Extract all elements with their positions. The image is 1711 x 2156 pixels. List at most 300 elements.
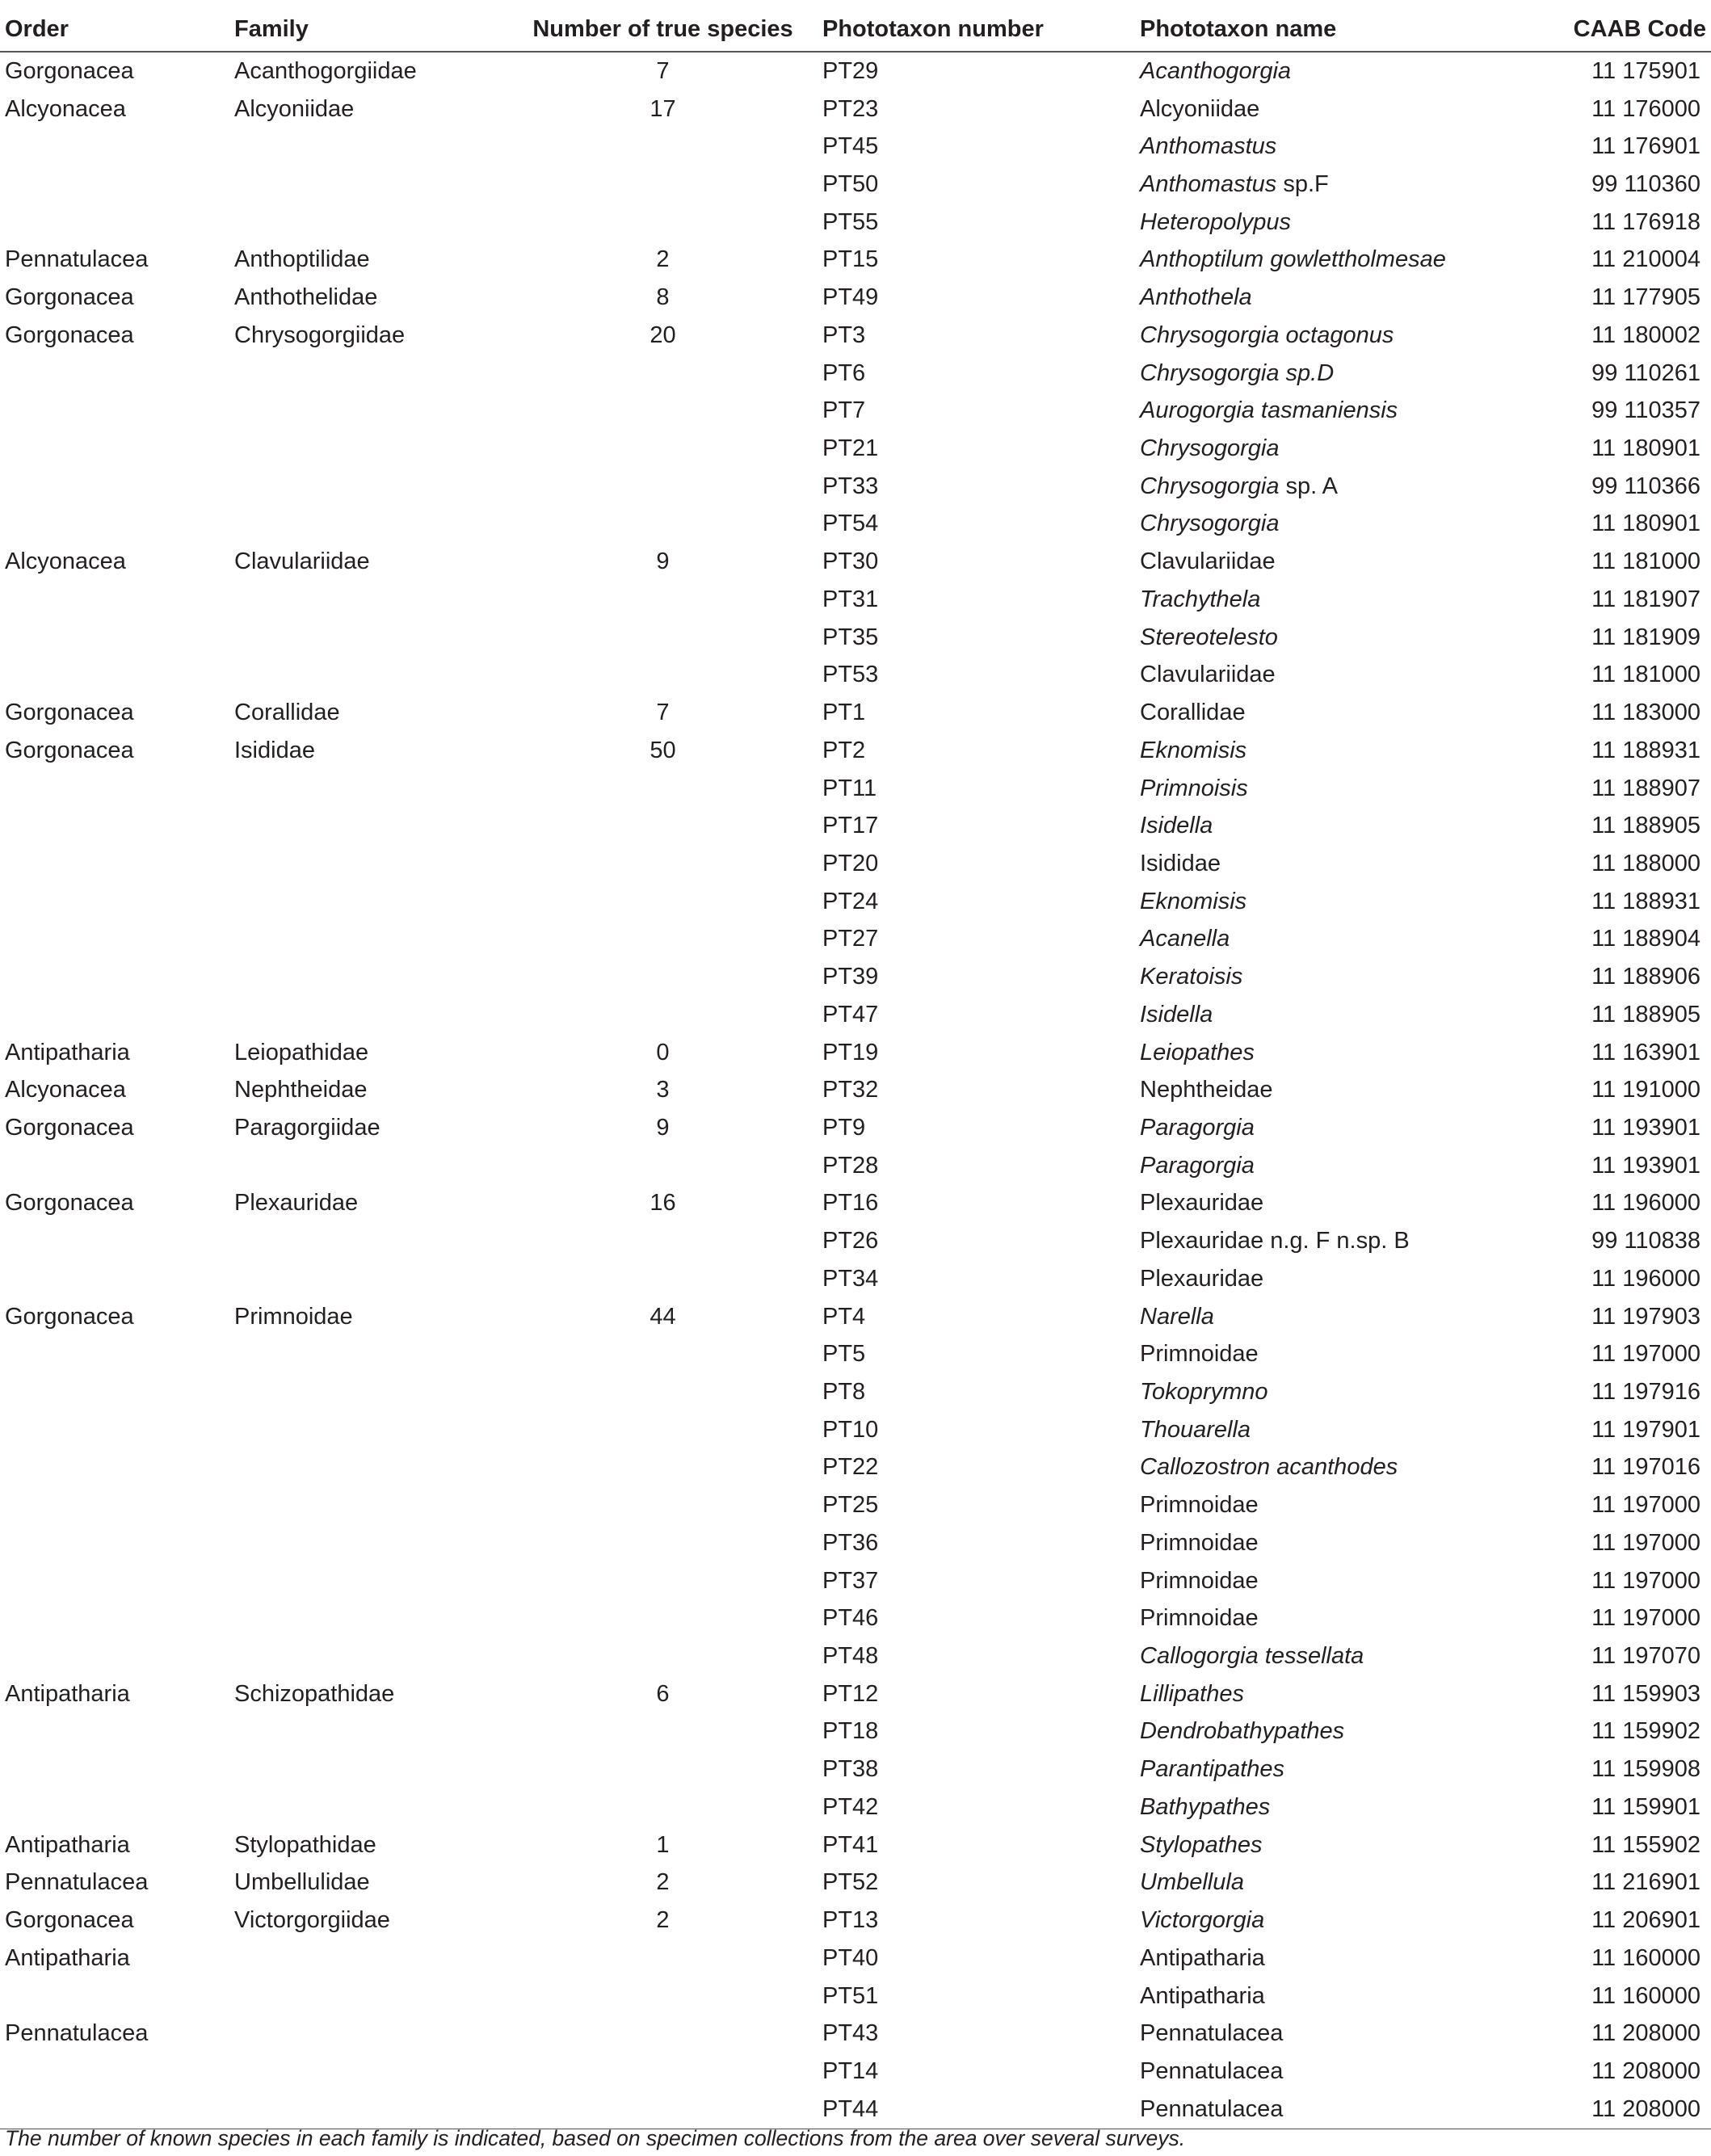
cell-caab-code: 11 159902 — [1591, 1718, 1700, 1745]
cell-family — [234, 921, 503, 959]
cell-family — [234, 1562, 503, 1600]
table-row — [0, 392, 1711, 430]
cell-family — [234, 1524, 503, 1562]
cell-family — [234, 1449, 503, 1487]
taxon-name-plain: Plexauridae — [1140, 1265, 1264, 1292]
cell-phototaxon-name — [1140, 770, 1516, 808]
cell-caab-code: 11 188905 — [1591, 1001, 1700, 1028]
cell-order — [0, 1562, 234, 1600]
cell-true-species: 2 — [656, 1907, 670, 1934]
cell-caab-code: 11 181000 — [1591, 548, 1700, 575]
cell-caab-code: 11 196000 — [1591, 1265, 1700, 1292]
cell-family — [234, 1147, 503, 1185]
table-row — [0, 1071, 1711, 1109]
taxon-name-plain: Primnoidae — [1140, 1529, 1259, 1556]
cell-caab-code: 99 110366 — [1591, 473, 1700, 499]
cell-family — [234, 1637, 503, 1675]
taxon-name-plain: Nephtheidae — [1140, 1077, 1273, 1103]
table-row — [0, 581, 1711, 619]
cell-phototaxon-number: PT40 — [822, 1944, 879, 1971]
cell-family: Victorgorgiidae — [234, 1907, 390, 1934]
cell-caab-code: 11 188906 — [1591, 964, 1700, 990]
cell-true-species — [503, 204, 822, 242]
cell-true-species: 9 — [656, 1114, 670, 1141]
cell-family — [234, 996, 503, 1034]
cell-caab-code: 11 206901 — [1591, 1907, 1700, 1934]
cell-phototaxon-name — [1140, 1788, 1516, 1826]
cell-phototaxon-name — [1140, 52, 1516, 90]
cell-caab-code: 11 193901 — [1591, 1152, 1700, 1179]
cell-order: Alcyonacea — [5, 1077, 126, 1103]
cell-true-species — [503, 1940, 822, 1977]
table-row — [0, 1977, 1711, 2015]
cell-true-species: 2 — [656, 246, 670, 273]
cell-order — [0, 996, 234, 1034]
taxon-name-italic: Anthomastus — [1140, 133, 1277, 160]
table-row — [0, 921, 1711, 959]
cell-phototaxon-number: PT54 — [822, 511, 879, 537]
cell-phototaxon-number: PT15 — [822, 246, 879, 273]
cell-phototaxon-name — [1140, 1940, 1516, 1977]
taxon-name-italic: Eknomisis — [1140, 737, 1247, 763]
table-row — [0, 770, 1711, 808]
cell-caab-code: 11 197000 — [1591, 1492, 1700, 1519]
cell-family: Leiopathidae — [234, 1039, 369, 1065]
cell-true-species: 3 — [656, 1077, 670, 1103]
cell-true-species — [503, 1147, 822, 1185]
taxon-name-italic: Paragorgia — [1140, 1114, 1255, 1141]
cell-phototaxon-name — [1140, 204, 1516, 242]
cell-family — [234, 1788, 503, 1826]
cell-phototaxon-number: PT25 — [822, 1492, 879, 1519]
cell-phototaxon-name — [1140, 1864, 1516, 1902]
cell-true-species — [503, 958, 822, 996]
table-row — [0, 1864, 1711, 1902]
cell-order: Gorgonacea — [5, 284, 134, 311]
table-row — [0, 1750, 1711, 1788]
table-row — [0, 2091, 1711, 2129]
cell-caab-code: 11 180901 — [1591, 435, 1700, 462]
cell-caab-code: 99 110261 — [1591, 359, 1700, 386]
cell-order — [0, 166, 234, 204]
cell-true-species — [503, 883, 822, 921]
cell-order — [0, 1486, 234, 1524]
cell-order — [0, 1599, 234, 1637]
cell-order — [0, 2091, 234, 2129]
cell-true-species — [503, 2015, 822, 2053]
table-row — [0, 1562, 1711, 1600]
cell-order — [0, 1788, 234, 1826]
cell-family — [234, 1335, 503, 1373]
taxon-name-italic: Narella — [1140, 1303, 1214, 1330]
cell-true-species: 8 — [656, 284, 670, 311]
cell-phototaxon-name — [1140, 242, 1516, 279]
cell-phototaxon-name — [1140, 1562, 1516, 1600]
cell-caab-code: 11 188931 — [1591, 888, 1700, 914]
cell-caab-code: 11 159903 — [1591, 1680, 1700, 1707]
cell-phototaxon-name — [1140, 392, 1516, 430]
table-row — [0, 1185, 1711, 1223]
cell-phototaxon-number: PT19 — [822, 1039, 879, 1065]
cell-true-species: 0 — [656, 1039, 670, 1065]
table-row — [0, 1524, 1711, 1562]
taxon-name-italic: Anthoptilum gowlettholmesae — [1140, 246, 1446, 273]
table-row — [0, 1788, 1711, 1826]
cell-phototaxon-number: PT30 — [822, 548, 879, 575]
cell-order — [0, 430, 234, 468]
taxon-name-italic: Chrysogorgia octagonus — [1140, 322, 1394, 348]
taxon-name-plain: Primnoidae — [1140, 1492, 1259, 1519]
cell-caab-code: 11 159908 — [1591, 1756, 1700, 1783]
cell-caab-code: 11 163901 — [1591, 1039, 1700, 1065]
cell-true-species — [503, 921, 822, 959]
cell-order — [0, 2053, 234, 2091]
cell-family: Acanthogorgiidae — [234, 57, 417, 84]
taxon-name-italic: Acanella — [1140, 926, 1230, 952]
cell-true-species — [503, 845, 822, 883]
cell-phototaxon-name — [1140, 128, 1516, 166]
cell-true-species: 1 — [656, 1831, 670, 1858]
table-row — [0, 355, 1711, 393]
table-row — [0, 694, 1711, 732]
cell-order — [0, 1977, 234, 2015]
taxon-name-italic: Tokoprymno — [1140, 1379, 1268, 1406]
taxon-name-italic: Stereotelesto — [1140, 624, 1278, 650]
table-row — [0, 1147, 1711, 1185]
table-row — [0, 52, 1711, 90]
cell-caab-code: 11 216901 — [1591, 1869, 1700, 1896]
cell-phototaxon-number: PT14 — [822, 2057, 879, 2084]
cell-family: Nephtheidae — [234, 1077, 368, 1103]
cell-order — [0, 619, 234, 657]
taxon-name-plain: Clavulariidae — [1140, 662, 1276, 688]
header-order: Order — [0, 8, 234, 52]
cell-order — [0, 883, 234, 921]
cell-phototaxon-number: PT45 — [822, 133, 879, 160]
cell-caab-code: 11 160000 — [1591, 1944, 1700, 1971]
cell-family — [234, 958, 503, 996]
cell-order: Pennatulacea — [5, 2020, 149, 2047]
cell-order: Pennatulacea — [5, 1869, 149, 1896]
cell-phototaxon-name — [1140, 1449, 1516, 1487]
taxon-name-italic: Leiopathes — [1140, 1039, 1255, 1065]
cell-family — [234, 1940, 503, 1977]
cell-caab-code: 11 208000 — [1591, 2020, 1700, 2047]
cell-order — [0, 392, 234, 430]
cell-true-species — [503, 128, 822, 166]
cell-phototaxon-name — [1140, 845, 1516, 883]
cell-order: Gorgonacea — [5, 1114, 134, 1141]
taxon-name-italic: Isidella — [1140, 813, 1213, 839]
cell-phototaxon-number: PT34 — [822, 1265, 879, 1292]
cell-order: Gorgonacea — [5, 1303, 134, 1330]
cell-phototaxon-number: PT29 — [822, 57, 879, 84]
cell-phototaxon-number: PT53 — [822, 662, 879, 688]
cell-true-species: 17 — [650, 95, 676, 122]
cell-order — [0, 657, 234, 695]
cell-phototaxon-name — [1140, 506, 1516, 544]
cell-caab-code: 11 180901 — [1591, 511, 1700, 537]
cell-phototaxon-name — [1140, 468, 1516, 506]
cell-phototaxon-name — [1140, 1373, 1516, 1411]
cell-order — [0, 128, 234, 166]
table-row — [0, 1335, 1711, 1373]
cell-caab-code: 99 110357 — [1591, 397, 1700, 424]
cell-order: Antipatharia — [5, 1831, 130, 1858]
cell-true-species — [503, 581, 822, 619]
cell-caab-code: 11 197000 — [1591, 1341, 1700, 1368]
table-row — [0, 166, 1711, 204]
cell-order — [0, 770, 234, 808]
cell-phototaxon-name — [1140, 732, 1516, 770]
cell-order — [0, 1750, 234, 1788]
cell-phototaxon-name — [1140, 958, 1516, 996]
cell-true-species — [503, 1788, 822, 1826]
taxon-name-plain: Plexauridae n.g. F n.sp. B — [1140, 1228, 1410, 1255]
table-row — [0, 1222, 1711, 1260]
cell-family — [234, 619, 503, 657]
cell-caab-code: 11 208000 — [1516, 2091, 1711, 2129]
phototaxa-table — [0, 8, 1711, 2129]
cell-true-species — [503, 430, 822, 468]
cell-phototaxon-name — [1140, 1902, 1516, 1940]
cell-true-species — [503, 996, 822, 1034]
cell-phototaxon-number: PT51 — [822, 1982, 879, 2009]
taxon-name-italic: Callozostron acanthodes — [1140, 1454, 1398, 1481]
taxon-name-italic: Callogorgia tessellata — [1140, 1643, 1364, 1670]
cell-caab-code: 11 176918 — [1591, 208, 1700, 235]
header-phototaxon-number: Phototaxon number — [822, 8, 1140, 52]
cell-true-species: 44 — [650, 1303, 676, 1330]
table-row — [0, 1599, 1711, 1637]
table-row — [0, 1298, 1711, 1336]
taxon-name-plain: Corallidae — [1140, 700, 1246, 726]
cell-phototaxon-name — [1140, 543, 1516, 581]
cell-phototaxon-number: PT41 — [822, 1831, 879, 1858]
taxon-name-italic: Eknomisis — [1140, 888, 1247, 914]
cell-phototaxon-number: PT37 — [822, 1567, 879, 1594]
cell-family: Schizopathidae — [234, 1680, 395, 1707]
cell-phototaxon-number: PT13 — [822, 1907, 879, 1934]
taxon-name-plain: Clavulariidae — [1140, 548, 1276, 575]
cell-phototaxon-number: PT48 — [822, 1643, 879, 1670]
cell-phototaxon-name — [1140, 2091, 1516, 2129]
table-row — [0, 90, 1711, 128]
cell-caab-code: 11 183000 — [1591, 700, 1700, 726]
taxon-name-italic: Aurogorgia tasmaniensis — [1140, 397, 1398, 424]
cell-phototaxon-number: PT50 — [822, 171, 879, 198]
cell-true-species — [503, 657, 822, 695]
cell-family: Primnoidae — [234, 1303, 353, 1330]
cell-family: Paragorgiidae — [234, 1114, 380, 1141]
cell-order — [0, 921, 234, 959]
taxon-name-plain: Pennatulacea — [1140, 2020, 1284, 2047]
table-row — [0, 1826, 1711, 1864]
cell-family — [234, 128, 503, 166]
cell-phototaxon-name — [1140, 1750, 1516, 1788]
cell-true-species — [503, 2091, 822, 2129]
cell-phototaxon-name — [1140, 355, 1516, 393]
table-row — [0, 204, 1711, 242]
cell-family — [234, 2091, 503, 2129]
cell-order: Alcyonacea — [5, 95, 126, 122]
cell-caab-code: 11 197901 — [1591, 1416, 1700, 1443]
cell-phototaxon-name — [1140, 1335, 1516, 1373]
table-row — [0, 543, 1711, 581]
cell-phototaxon-name — [1140, 2015, 1516, 2053]
table-row — [0, 1449, 1711, 1487]
cell-phototaxon-name — [1140, 317, 1516, 355]
cell-true-species — [503, 1335, 822, 1373]
table-row — [0, 996, 1711, 1034]
cell-phototaxon-number: PT24 — [822, 888, 879, 914]
cell-order — [0, 1449, 234, 1487]
cell-phototaxon-number: PT52 — [822, 1869, 879, 1896]
cell-family — [234, 581, 503, 619]
cell-phototaxon-number: PT22 — [822, 1454, 879, 1481]
cell-true-species: 7 — [656, 57, 670, 84]
cell-order — [0, 1373, 234, 1411]
cell-family — [234, 1373, 503, 1411]
cell-phototaxon-number: PT33 — [822, 473, 879, 499]
cell-caab-code: 11 155902 — [1591, 1831, 1700, 1858]
cell-family: Umbellulidae — [234, 1869, 370, 1896]
table-row — [0, 1637, 1711, 1675]
taxon-name-italic: Chrysogorgia — [1140, 511, 1280, 537]
cell-phototaxon-name — [1140, 581, 1516, 619]
cell-true-species — [503, 1637, 822, 1675]
taxon-name-italic: Victorgorgia — [1140, 1907, 1265, 1934]
taxon-name-italic: Chrysogorgia — [1140, 473, 1280, 499]
table-row — [0, 430, 1711, 468]
cell-phototaxon-name — [1140, 657, 1516, 695]
cell-phototaxon-number: PT20 — [822, 850, 879, 876]
cell-caab-code: 11 210004 — [1591, 246, 1700, 273]
cell-family — [234, 883, 503, 921]
cell-order — [0, 1335, 234, 1373]
taxon-name-italic: Anthothela — [1140, 284, 1252, 311]
cell-family: Anthoptilidae — [234, 246, 370, 273]
cell-true-species: 16 — [650, 1190, 676, 1217]
cell-phototaxon-number: PT3 — [822, 322, 866, 348]
cell-family: Anthothelidae — [234, 284, 378, 311]
cell-order — [0, 204, 234, 242]
cell-caab-code: 11 159901 — [1591, 1793, 1700, 1820]
cell-phototaxon-number: PT6 — [822, 359, 866, 386]
cell-phototaxon-number: PT28 — [822, 1152, 879, 1179]
cell-family: Plexauridae — [234, 1190, 359, 1217]
cell-caab-code: 11 180002 — [1591, 322, 1700, 348]
cell-caab-code: 11 188931 — [1591, 737, 1700, 763]
taxon-name-italic: Dendrobathypathes — [1140, 1718, 1345, 1745]
cell-family: Corallidae — [234, 700, 340, 726]
cell-true-species — [503, 506, 822, 544]
table-body — [0, 52, 1711, 2129]
table-row — [0, 657, 1711, 695]
cell-family: Chrysogorgiidae — [234, 322, 406, 348]
cell-caab-code: 11 197000 — [1591, 1605, 1700, 1632]
cell-caab-code: 11 188907 — [1591, 775, 1700, 801]
cell-phototaxon-name — [1140, 1185, 1516, 1223]
cell-true-species: 2 — [656, 1869, 670, 1896]
cell-order: Gorgonacea — [5, 322, 134, 348]
taxon-name-italic: Umbellula — [1140, 1869, 1244, 1896]
cell-order — [0, 1411, 234, 1449]
taxon-name-plain: Pennatulacea — [1140, 2057, 1284, 2084]
cell-caab-code: 11 197903 — [1591, 1303, 1700, 1330]
cell-phototaxon-name — [1140, 1675, 1516, 1713]
cell-family — [234, 1222, 503, 1260]
cell-true-species — [503, 355, 822, 393]
header-caab-code: CAAB Code — [1516, 8, 1711, 52]
taxon-name-italic: Parantipathes — [1140, 1756, 1284, 1783]
cell-family — [234, 807, 503, 845]
cell-order: Gorgonacea — [5, 57, 134, 84]
cell-phototaxon-name — [1140, 694, 1516, 732]
cell-phototaxon-number: PT12 — [822, 1680, 879, 1707]
cell-order — [0, 1260, 234, 1298]
cell-order: Antipatharia — [5, 1680, 130, 1707]
cell-phototaxon-number: PT9 — [822, 1114, 866, 1141]
taxon-name-plain: Plexauridae — [1140, 1190, 1264, 1217]
cell-phototaxon-number: PT36 — [822, 1529, 879, 1556]
cell-phototaxon-number: PT16 — [822, 1190, 879, 1217]
cell-order — [0, 1713, 234, 1751]
cell-phototaxon-name — [1140, 1599, 1516, 1637]
cell-phototaxon-name — [1140, 1222, 1516, 1260]
taxon-name-italic: Isidella — [1140, 1001, 1213, 1028]
cell-caab-code: 11 181000 — [1591, 662, 1700, 688]
table-row — [0, 506, 1711, 544]
cell-true-species: 20 — [650, 322, 676, 348]
cell-true-species — [503, 1599, 822, 1637]
taxon-name-italic: Primnoisis — [1140, 775, 1248, 801]
taxon-name-italic: Thouarella — [1140, 1416, 1251, 1443]
cell-phototaxon-number: PT5 — [822, 1341, 866, 1368]
taxon-name-plain: Primnoidae — [1140, 1605, 1259, 1632]
taxon-name-italic: Lillipathes — [1140, 1680, 1244, 1707]
cell-order: Gorgonacea — [5, 1907, 134, 1934]
cell-phototaxon-name — [1140, 1147, 1516, 1185]
cell-true-species — [503, 1750, 822, 1788]
table-row — [0, 845, 1711, 883]
cell-true-species — [503, 1486, 822, 1524]
cell-family — [234, 166, 503, 204]
cell-order: Pennatulacea — [5, 246, 149, 273]
table-row — [0, 2053, 1711, 2091]
cell-phototaxon-number: PT8 — [822, 1379, 866, 1406]
cell-true-species — [503, 1260, 822, 1298]
cell-true-species — [503, 468, 822, 506]
cell-true-species — [503, 1524, 822, 1562]
cell-order — [0, 807, 234, 845]
cell-true-species — [503, 1373, 822, 1411]
cell-true-species — [503, 1562, 822, 1600]
taxon-name-plain: Antipatharia — [1140, 1982, 1265, 2009]
cell-phototaxon-name — [1140, 921, 1516, 959]
cell-true-species — [503, 619, 822, 657]
cell-family — [234, 392, 503, 430]
cell-caab-code: 11 181907 — [1591, 586, 1700, 612]
cell-true-species — [503, 1977, 822, 2015]
taxon-name-plain: Antipatharia — [1140, 1944, 1265, 1971]
table-row — [0, 807, 1711, 845]
table-row — [0, 958, 1711, 996]
cell-family — [234, 1486, 503, 1524]
cell-phototaxon-number: PT47 — [822, 1001, 879, 1028]
taxon-name-italic: Chrysogorgia — [1140, 435, 1280, 462]
cell-phototaxon-number: PT49 — [822, 284, 879, 311]
